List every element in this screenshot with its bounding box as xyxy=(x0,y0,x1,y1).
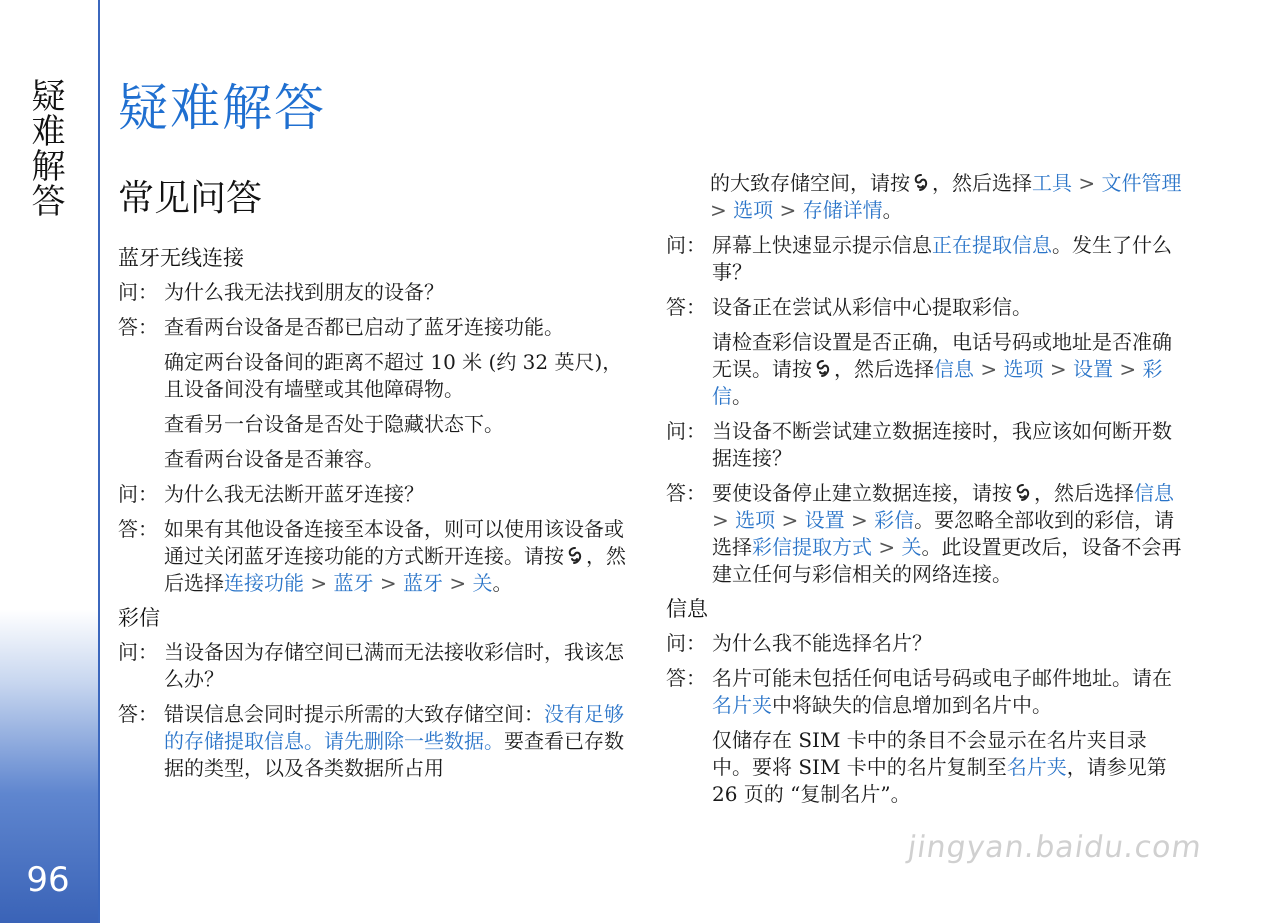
question-mms-1 xyxy=(118,639,638,693)
watermark: jingyan.baidu.com xyxy=(905,830,1205,865)
question-data-1 xyxy=(666,418,1186,472)
answer-text: ，然后选择 xyxy=(1034,481,1134,505)
menu-key-icon xyxy=(1015,484,1031,502)
menu-path-link: 设置 xyxy=(804,508,845,532)
menu-path-link: 名片夹 xyxy=(1006,755,1067,779)
menu-separator: > xyxy=(710,198,727,222)
answer-paragraph: 查看两台设备是否兼容。 xyxy=(164,447,384,471)
question-text: 当设备不断尝试建立数据连接时，我应该如何断开数据连接？ xyxy=(712,419,1172,470)
answer-text: ，然后选择 xyxy=(834,357,934,381)
menu-separator: > xyxy=(850,508,868,532)
menu-path-link: 蓝牙 xyxy=(333,571,374,595)
right-column xyxy=(666,170,1186,816)
question-msg-1 xyxy=(666,630,1186,657)
menu-key-icon xyxy=(567,547,583,565)
menu-separator: > xyxy=(1049,357,1067,381)
answer-paragraph: 确定两台设备间的距离不超过 10 米 (约 32 英尺)，且设备间没有墙壁或其他障碍物。 xyxy=(164,350,623,401)
question-tag: 问： xyxy=(118,482,158,506)
answer-tag: 答： xyxy=(118,517,158,541)
question-tag: 问： xyxy=(666,233,706,257)
question-tag: 问： xyxy=(118,280,158,304)
status-message-text: 正在提取信息 xyxy=(932,233,1052,257)
answer-text: 设备正在尝试从彩信中心提取彩信。 xyxy=(712,295,1032,319)
answer-tag: 答： xyxy=(666,481,706,505)
menu-path-link: 文件管理 xyxy=(1101,171,1182,195)
menu-key-icon xyxy=(913,174,929,192)
subheading-bluetooth: 蓝牙无线连接 xyxy=(118,246,244,270)
menu-separator: > xyxy=(878,535,896,559)
answer-paragraph xyxy=(666,329,1186,410)
menu-path-link: 选项 xyxy=(735,508,776,532)
answer-text: 仅储存在 SIM 卡中的条目不会显示在名片夹目录中。要将 SIM 卡中的名片复制至 xyxy=(712,728,1147,779)
question-tag: 问： xyxy=(666,419,706,443)
error-message-text: 没有足够的存储提取信息。请先删除一些数据。 xyxy=(164,702,624,753)
menu-path-link: 工具 xyxy=(1032,171,1072,195)
answer-paragraph xyxy=(666,727,1186,808)
answer-text: 错误信息会同时提示所需的大致存储空间： xyxy=(164,702,544,726)
question-bt-2 xyxy=(118,481,638,508)
menu-path-link: 关 xyxy=(472,571,493,595)
menu-separator: > xyxy=(980,357,998,381)
answer-text: 。 xyxy=(882,198,903,222)
page-number: 96 xyxy=(26,860,70,900)
subheading-messages: 信息 xyxy=(666,597,708,621)
question-text: 为什么我无法找到朋友的设备？ xyxy=(164,280,444,304)
menu-path-link: 彩信 xyxy=(874,508,915,532)
question-tag: 问： xyxy=(666,631,706,655)
answer-tag: 答： xyxy=(666,666,706,690)
menu-separator: > xyxy=(310,571,328,595)
answer-text: 。要忽略全部收到的彩信，请选择 xyxy=(712,508,1175,559)
answer-text: 要使设备停止建立数据连接，请按 xyxy=(712,481,1012,505)
answer-bt-1 xyxy=(118,314,638,341)
answer-text: ，然后选择 xyxy=(164,544,626,595)
question-text: 当设备因为存储空间已满而无法接收彩信时，我该怎么办？ xyxy=(164,640,624,691)
menu-separator: > xyxy=(712,508,729,532)
answer-text: 要查看已存数据的类型，以及各类数据所占用 xyxy=(164,729,624,780)
menu-separator: > xyxy=(449,571,467,595)
answer-continuation xyxy=(666,170,1186,224)
question-mms-2 xyxy=(666,232,1186,286)
question-text: 。发生了什么事？ xyxy=(712,233,1172,284)
answer-data-1 xyxy=(666,480,1186,588)
subheading-mms: 彩信 xyxy=(118,606,160,630)
question-bt-1 xyxy=(118,279,638,306)
question-text: 屏幕上快速显示提示信息 xyxy=(712,233,932,257)
answer-tag: 答： xyxy=(666,295,706,319)
menu-path-link: 名片夹 xyxy=(712,693,772,717)
menu-separator: > xyxy=(781,508,799,532)
menu-path-link: 选项 xyxy=(733,198,774,222)
menu-separator: > xyxy=(1078,171,1096,195)
menu-path-link: 关 xyxy=(901,535,922,559)
menu-path-link: 蓝牙 xyxy=(402,571,443,595)
left-column xyxy=(118,170,638,790)
menu-path-link: 设置 xyxy=(1072,357,1113,381)
answer-tag: 答： xyxy=(118,702,158,726)
answer-mms-1 xyxy=(118,701,638,782)
answer-text: 。 xyxy=(732,384,752,408)
answer-mms-2 xyxy=(666,294,1186,321)
menu-separator: > xyxy=(379,571,397,595)
menu-key-icon xyxy=(815,360,831,378)
menu-path-link: 彩信 xyxy=(712,357,1163,408)
sidebar-title: 疑难解答 xyxy=(25,78,65,218)
sidebar xyxy=(0,0,100,923)
answer-text: 的大致存储空间，请按 xyxy=(710,171,910,195)
question-text: 为什么我不能选择名片？ xyxy=(712,631,932,655)
answer-text: 。 xyxy=(492,571,513,595)
answer-text: 如果有其他设备连接至本设备，则可以使用该设备或通过关闭蓝牙连接功能的方式断开连接。请按 xyxy=(164,517,624,568)
answer-text: ，请参见第 26 页的 “复制名片”。 xyxy=(712,755,1167,806)
answer-text: 查看两台设备是否都已启动了蓝牙连接功能。 xyxy=(164,315,564,339)
answer-text: 中将缺失的信息增加到名片中。 xyxy=(772,693,1052,717)
menu-path-link: 存储详情 xyxy=(802,198,883,222)
menu-separator: > xyxy=(779,198,797,222)
answer-text: 请检查彩信设置是否正确，电话号码或地址是否准确无误。请按 xyxy=(712,330,1172,381)
answer-bt-2 xyxy=(118,516,638,597)
menu-path-link: 信息 xyxy=(934,357,974,381)
question-tag: 问： xyxy=(118,640,158,664)
answer-tag: 答： xyxy=(118,315,158,339)
question-text: 为什么我无法断开蓝牙连接？ xyxy=(164,482,424,506)
menu-path-link: 彩信提取方式 xyxy=(752,535,872,559)
section-title: 常见问答 xyxy=(118,178,263,219)
page-title: 疑难解答 xyxy=(118,79,326,137)
menu-path-link: 信息 xyxy=(1134,481,1174,505)
answer-msg-1 xyxy=(666,665,1186,719)
menu-path-link: 选项 xyxy=(1003,357,1044,381)
menu-path-link: 连接功能 xyxy=(224,571,304,595)
answer-text: ，然后选择 xyxy=(932,171,1032,195)
answer-text: 名片可能未包括任何电话号码或电子邮件地址。请在 xyxy=(712,666,1172,690)
answer-text: 。此设置更改后，设备不会再建立任何与彩信相关的网络连接。 xyxy=(712,535,1182,586)
answer-paragraph: 查看另一台设备是否处于隐藏状态下。 xyxy=(164,412,504,436)
menu-separator: > xyxy=(1119,357,1137,381)
